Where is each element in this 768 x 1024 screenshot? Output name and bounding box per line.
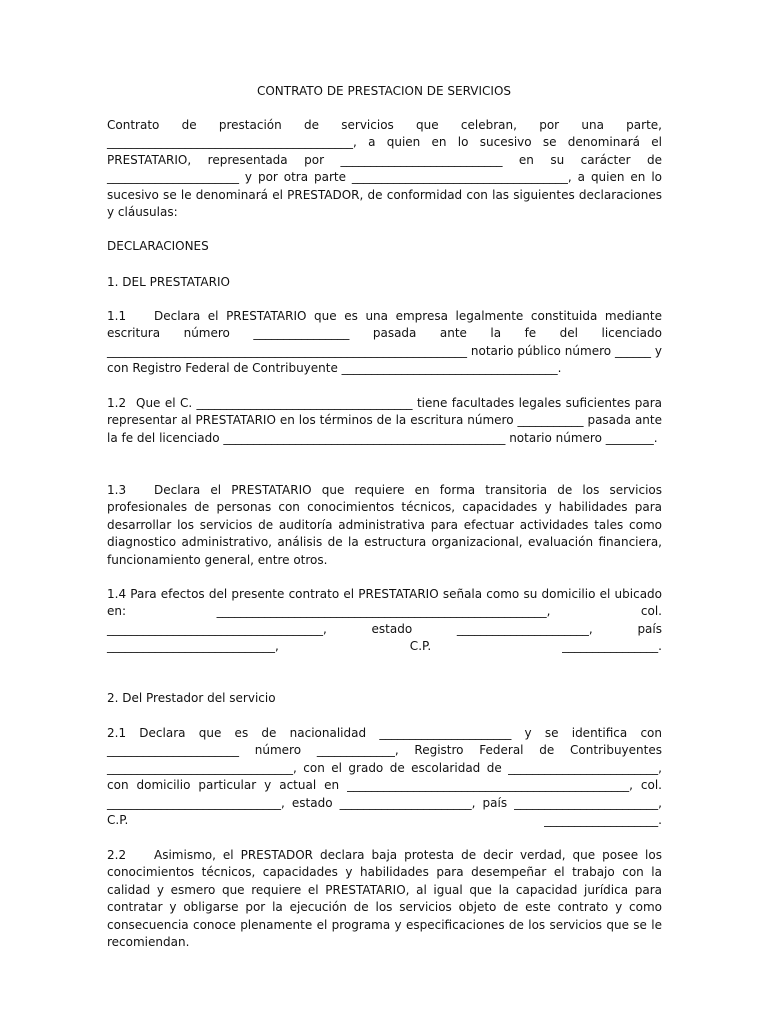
section1-heading: 1. DEL PRESTATARIO: [107, 275, 230, 289]
document-title: CONTRATO DE PRESTACION DE SERVICIOS: [256, 84, 512, 98]
clause-text: Asimismo, el PRESTADOR declara baja protesta de decir verdad, que posee los conocimientos técnicos, capacidades y habilidades para desempeñar el trabajo con la calidad y esmero que requiere el PRESTATARIO, al igual que la capacidad jurídica para contratar y obligarse por la ejecución de los servicios objeto de este contrato y como consecuencia conoce plenamente el programa y especificaciones de los servicios que se le recomiendan.: [107, 848, 662, 950]
clause-2-1: 2.1 Declara que es de nacionalidad ______________________ y se identifica con ______________________ número _____________, Registro Federal de Contribuyentes _______________________________, con el grado de escolaridad de _________________________, con domicilio particular y actual en _______________________________________________, col. _____________________________, estado ______________________, país ________________________, C.P. ___________________.: [107, 726, 662, 828]
clause-2-2: [107, 847, 662, 951]
declaraciones-heading: DECLARACIONES: [107, 239, 209, 253]
clause-text: Declara el PRESTATARIO que requiere en forma transitoria de los servicios profesionales de personas con conocimientos técnicos, capacidades y habilidades para desarrollar los servicios de auditoría administrativa para efectuar actividades tales como diagnostico administrativo, análisis de la estructura organizacional, evaluación financiera, funcionamiento general, entre otros.: [107, 483, 662, 567]
clause-text: Declara el PRESTATARIO que es una empresa legalmente constituida mediante escritura número ________________ pasada ante la fe del licenciado ____________________________________________________________ notario público número ______ y con Registro Federal de Contribuyente ____________________________________.: [107, 309, 662, 376]
clause-number: 1.2: [107, 396, 127, 410]
intro-paragraph: Contrato de prestación de servicios que celebran, por una parte, _________________________________________, a quien en lo sucesivo se denominará el PRESTATARIO, representada por ___________________________ en su carácter de ______________________ y por otra parte ____________________________________, a quien en lo sucesivo se le denominará el PRESTADOR, de conformidad con las siguientes declaraciones y cláusulas:: [107, 118, 662, 220]
clause-number: 1.3: [107, 483, 127, 497]
clause-1-2: [107, 395, 662, 447]
clause-1-3: [107, 482, 662, 569]
clause-text: Que el C. ____________________________________ tiene facultades legales suficientes para representar al PRESTATARIO en los términos de la escritura número ___________ pasada ante la fe del licenciado _______________________________________________ notario número ________.: [107, 396, 662, 445]
clause-1-1: [107, 308, 662, 378]
clause-number: 2.2: [107, 848, 127, 862]
clause-1-4: 1.4 Para efectos del presente contrato el PRESTATARIO señala como su domicilio el ubicado en: _______________________________________________________, col. ____________________________________, estado ______________________, país ____________________________, C.P. ________________.: [107, 587, 662, 654]
section2-heading: 2. Del Prestador del servicio: [107, 691, 276, 705]
clause-number: 1.1: [107, 309, 127, 323]
